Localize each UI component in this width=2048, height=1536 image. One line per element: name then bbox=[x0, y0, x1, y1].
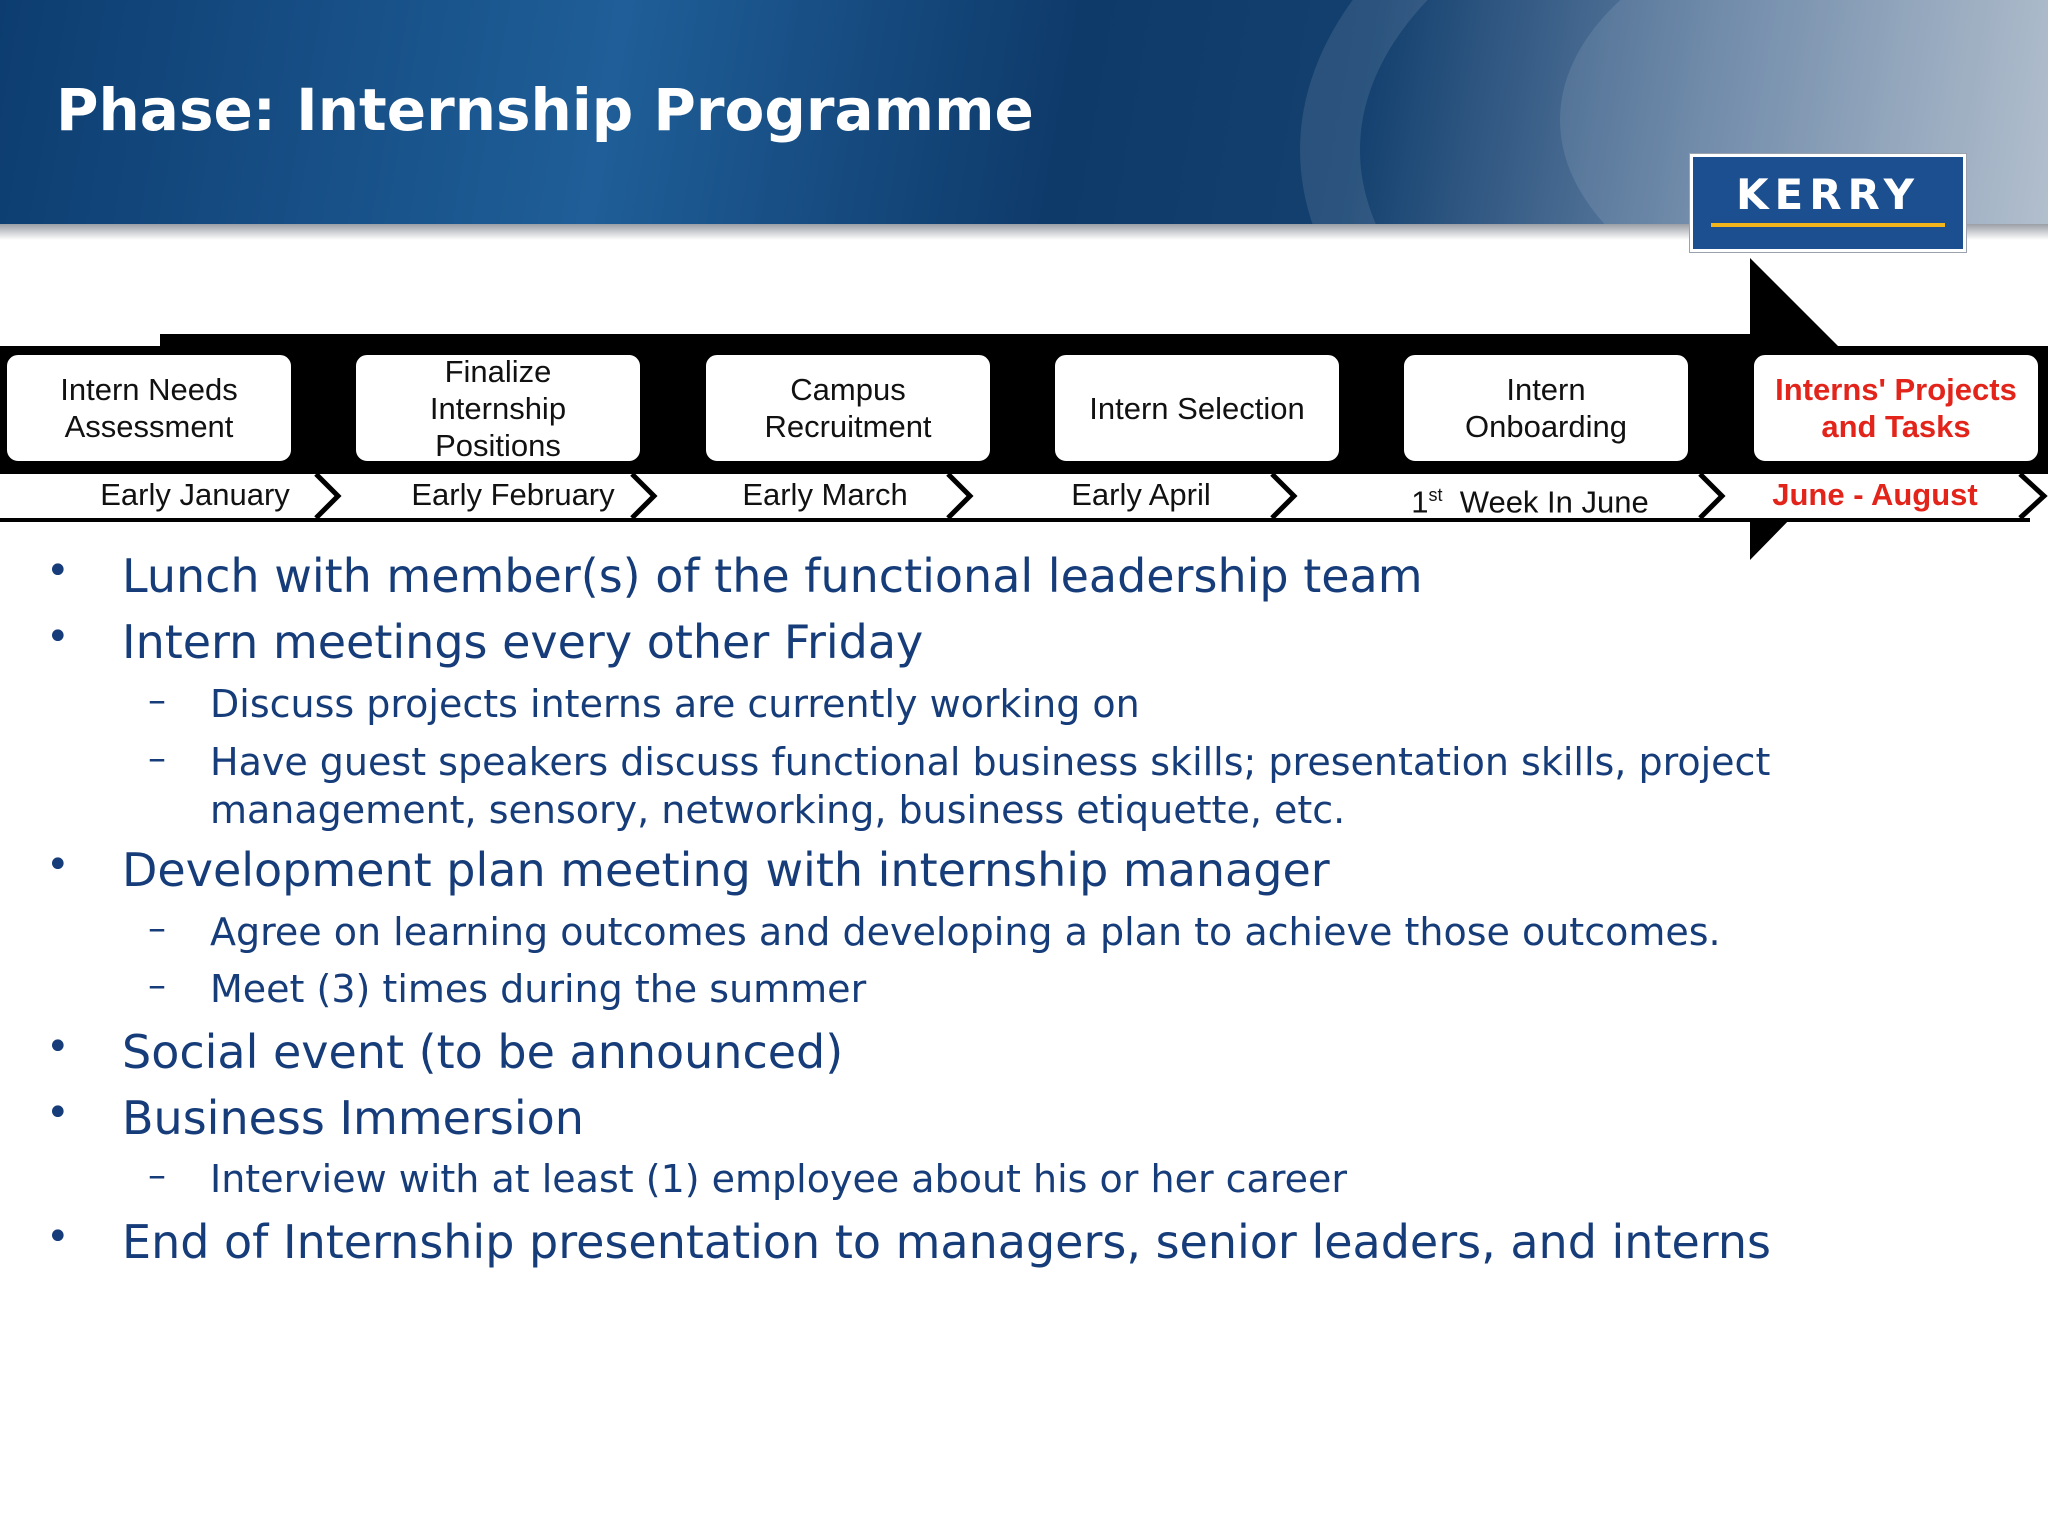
date-early-january: Early January bbox=[100, 477, 290, 512]
bullet-item: Lunch with member(s) of the functional leadership team bbox=[122, 549, 1423, 603]
sub-bullet-marker: – bbox=[148, 680, 166, 721]
date-early-february: Early February bbox=[411, 477, 615, 512]
bullet-item: Intern meetings every other Friday bbox=[122, 615, 924, 669]
bullet-marker: • bbox=[46, 1024, 70, 1070]
bullet-marker: • bbox=[46, 548, 70, 594]
sub-bullet-item: Interview with at least (1) employee about his or her career bbox=[210, 1157, 1347, 1201]
phase-finalize-internship-positions: Finalize Internship Positions bbox=[353, 352, 643, 464]
sub-bullet-item: Agree on learning outcomes and developing a plan to achieve those outcomes. bbox=[210, 910, 1721, 954]
sub-bullet-marker: – bbox=[148, 908, 166, 949]
phase-intern-needs-assessment: Intern Needs Assessment bbox=[4, 352, 294, 464]
bullet-marker: • bbox=[46, 1090, 70, 1136]
phase-interns-projects-and-tasks: Interns' Projects and Tasks bbox=[1751, 352, 2041, 464]
phase-campus-recruitment: Campus Recruitment bbox=[703, 352, 993, 464]
sub-bullet-item: Meet (3) times during the summer bbox=[210, 967, 867, 1011]
bullet-marker: • bbox=[46, 1214, 70, 1260]
page-title: Phase: Internship Programme bbox=[56, 76, 1034, 144]
sub-bullet-marker: – bbox=[148, 965, 166, 1006]
sub-bullet-marker: – bbox=[148, 1155, 166, 1196]
sub-bullet-item: Have guest speakers discuss functional business skills; presentation skills, project bbox=[210, 740, 1771, 784]
bullet-item: Development plan meeting with internship manager bbox=[122, 843, 1330, 897]
date-early-march: Early March bbox=[742, 477, 908, 512]
bullet-item: Business Immersion bbox=[122, 1091, 584, 1145]
date-first-week-june bbox=[1370, 475, 1690, 520]
date-day-number: 1 bbox=[1411, 484, 1429, 520]
bullet-marker: • bbox=[46, 842, 70, 888]
date-ordinal-suffix: st bbox=[1428, 485, 1443, 505]
bullet-item: Social event (to be announced) bbox=[122, 1025, 844, 1079]
sub-bullet-item: Discuss projects interns are currently working on bbox=[210, 682, 1140, 726]
sub-bullet-marker: – bbox=[148, 738, 166, 779]
logo-text: KERRY bbox=[1735, 170, 1921, 219]
date-early-april: Early April bbox=[1071, 477, 1211, 512]
bullet-item: End of Internship presentation to managers, senior leaders, and interns bbox=[122, 1215, 1772, 1269]
date-week-text: Week In June bbox=[1459, 484, 1649, 520]
phase-intern-selection: Intern Selection bbox=[1052, 352, 1342, 464]
sub-bullet-item-continued: management, sensory, networking, business etiquette, etc. bbox=[210, 788, 1346, 832]
bullet-marker: • bbox=[46, 614, 70, 660]
phase-intern-onboarding: Intern Onboarding bbox=[1401, 352, 1691, 464]
date-june-august: June - August bbox=[1772, 477, 1978, 512]
